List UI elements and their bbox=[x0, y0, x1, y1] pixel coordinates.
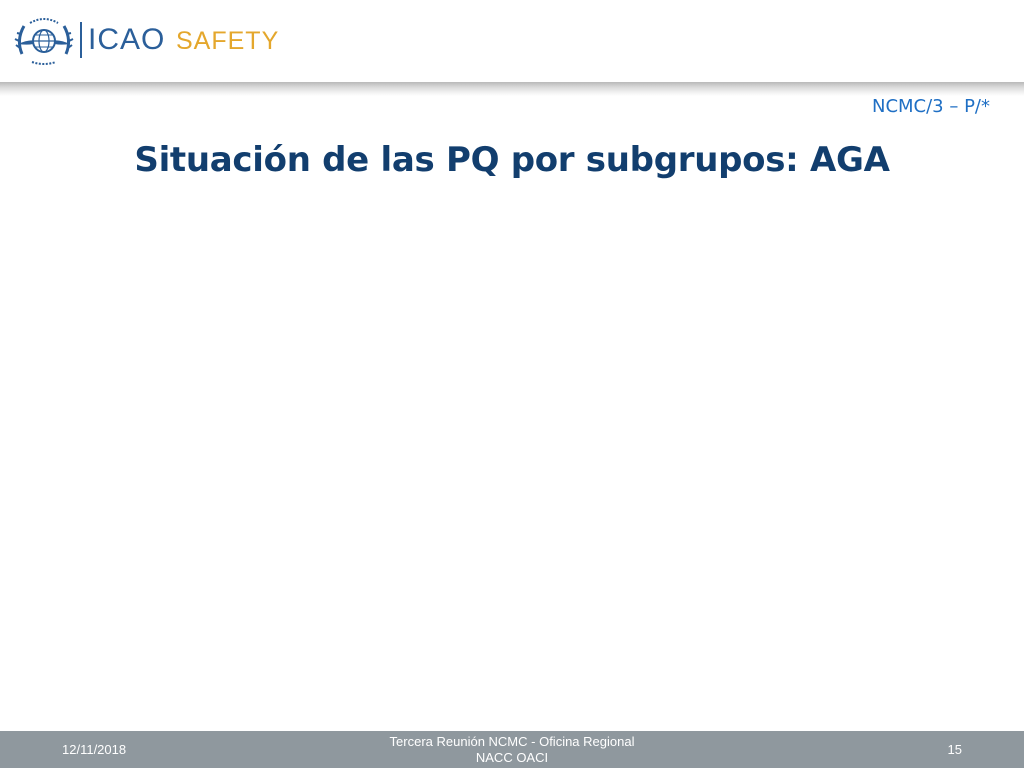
logo-icao-text: ICAO bbox=[88, 23, 166, 56]
footer-date: 12/11/2018 bbox=[62, 742, 127, 757]
header-shadow bbox=[0, 82, 1024, 96]
footer-meeting-text bbox=[312, 734, 712, 766]
document-reference: NCMC/3 – P/* bbox=[871, 96, 990, 117]
logo-safety-text: SAFETY bbox=[176, 27, 280, 55]
icao-emblem-icon bbox=[14, 14, 74, 66]
footer-meeting-line-2: NACC OACI bbox=[475, 750, 549, 765]
slide-title: Situación de las PQ por subgrupos: AGA bbox=[134, 140, 890, 180]
footer-meeting-line-1: Tercera Reunión NCMC - Oficina Regional bbox=[389, 734, 635, 749]
logo-divider bbox=[80, 22, 82, 58]
page-number: 15 bbox=[947, 742, 962, 757]
